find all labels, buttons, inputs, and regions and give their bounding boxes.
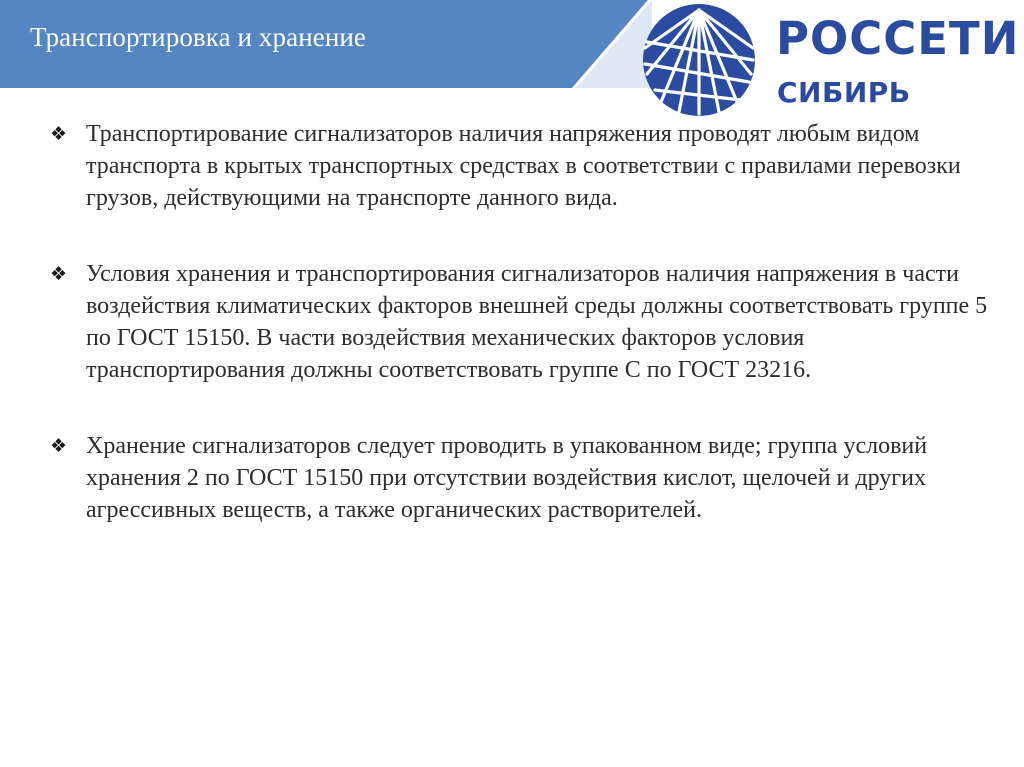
bullet-list <box>50 118 990 526</box>
brand-region: СИБИРЬ <box>777 76 911 109</box>
list-item <box>50 118 990 214</box>
page-title: Транспортировка и хранение <box>30 22 367 52</box>
company-logo <box>640 2 1024 118</box>
brand-name: РОССЕТИ <box>776 12 1020 65</box>
diamond-bullet-icon: ❖ <box>50 435 68 457</box>
bullet-text: Условия хранения и транспортирования сигнализаторов наличия напряжения в части воздействия климатических факторов внешней среды должны соответствовать группе 5 по ГОСТ 15150. В части воздействия механических факторов условия транспортирования должны соответствовать группе С по ГОСТ 23216. <box>86 261 988 383</box>
list-item <box>50 258 990 386</box>
bullet-text: Хранение сигнализаторов следует проводить в упакованном виде; группа условий хранения 2 по ГОСТ 15150 при отсутствии воздействия кислот, щелочей и других агрессивных веществ, а также органических растворителей. <box>86 433 928 523</box>
rosseti-emblem-icon <box>641 2 757 118</box>
bullet-text: Транспортирование сигнализаторов наличия напряжения проводят любым видом транспорта в крытых транспортных средствах в соответствии с правилами перевозки грузов, действующими на транспорте данного вида. <box>86 121 961 211</box>
diamond-bullet-icon: ❖ <box>50 123 68 145</box>
diamond-bullet-icon: ❖ <box>50 263 68 285</box>
list-item <box>50 430 990 526</box>
